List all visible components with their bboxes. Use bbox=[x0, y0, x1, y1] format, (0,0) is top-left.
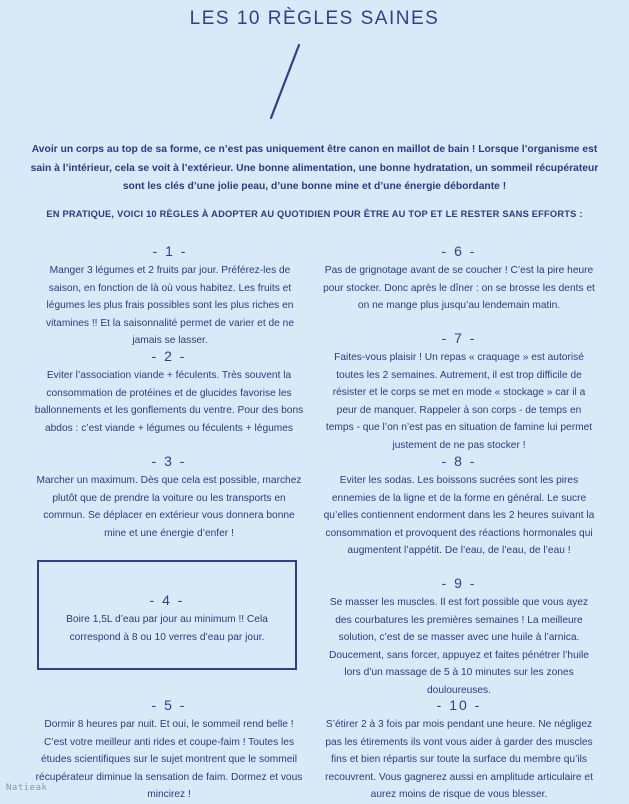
rule-text: Se masser les muscles. Il est fort possible que vous ayez des courbatures les premières semaines ! La meilleure solution, c’est de se masser avec une huile à l’arnica. Doucement, sans forcer, appuyez et faites pénétrer l’huile lors d’un massage de 5 à 10 minutes sur les zones douloureuses. bbox=[329, 597, 589, 696]
rule-8 bbox=[323, 453, 595, 560]
rule-text: S’étirer 2 à 3 fois par mois pendant une heure. Ne négligez pas les étirements ils vont vous aider à garder des muscles fins et bien répartis sur toute la surface du membre qu’ils recouvrent. Vous gagnerez aussi en amplitude articulaire et aurez moins de risque de vous blesser. bbox=[325, 719, 593, 800]
rule-text: Pas de grignotage avant de se coucher ! C’est la pire heure pour stocker. Donc après le dîner : on se brosse les dents et on ne mange plus jusqu’au lendemain matin. bbox=[323, 265, 595, 311]
rule-text: Dormir 8 heures par nuit. Et oui, le sommeil rend belle ! C’est votre meilleur anti rides et coupe-faim ! Toutes les études scientifiques sur le sujet montrent que le sommeil récupérateur diminue la sensation de faim. Dormez et vous mincirez ! bbox=[35, 719, 303, 800]
rule-10 bbox=[323, 697, 595, 804]
rule-number: - 6 - bbox=[441, 243, 477, 259]
rule-number: - 1 - bbox=[152, 243, 188, 259]
rule-number: - 2 - bbox=[151, 348, 187, 364]
rule-number: - 8 - bbox=[441, 453, 477, 469]
rule-4 bbox=[45, 592, 289, 646]
rule-text: Eviter les sodas. Les boissons sucrées sont les pires ennemies de la ligne et de la forme en général. Le sucre qu’elles contiennent endorment dans les 2 heures suivant la consommation et provoquent des réactions hormonales qui augmentent l’appétit. De l’eau, de l’eau, de l’eau ! bbox=[323, 475, 595, 556]
rule-3 bbox=[34, 453, 304, 542]
rule-2 bbox=[34, 348, 304, 437]
rule-1 bbox=[36, 243, 304, 350]
rule-text: Faites-vous plaisir ! Un repas « craquage » est autorisé toutes les 2 semaines. Autrement, il est trop difficile de résister et le corps se met en mode « stockage » car il a peur de manquer. Rappeler à son corps - de temps en temps - que l’on n’est pas en situation de famine lui permet justement de ne pas stocker ! bbox=[325, 352, 593, 451]
rule-text: Marcher un maximum. Dès que cela est possible, marchez plutôt que de prendre la voiture ou les transports en commun. Se déplacer en extérieur vous donnera bonne mine et une énergie d’enfer ! bbox=[36, 475, 302, 539]
rule-7 bbox=[323, 330, 595, 454]
section-subheading: EN PRATIQUE, VOICI 10 RÈGLES À ADOPTER AU QUOTIDIEN POUR ÊTRE AU TOP ET LE RESTER SANS EFFORTS : bbox=[46, 209, 583, 219]
rule-text: Eviter l’association viande + féculents. Très souvent la consommation de protéines et de glucides favorise les ballonnements et les gonflements du ventre. Pour des bons abdos : c’est viande + légumes ou féculents + légumes bbox=[34, 370, 304, 434]
rule-number: - 4 - bbox=[149, 592, 185, 608]
rule-text: Boire 1,5L d’eau par jour au minimum !! Cela correspond à 8 ou 10 verres d’eau par jour. bbox=[66, 614, 268, 643]
intro-paragraph: Avoir un corps au top de sa forme, ce n’est pas uniquement être canon en maillot de bain ! Lorsque l’organisme est sain à l’intérieur, cela se voit à l’extérieur. Une bonne alimentation, une bonne hydratation, un sommeil récupérateur sont les clés d’une jolie peau, d’une bonne mine et d’une énergie débordante ! bbox=[30, 144, 599, 192]
page-title: LES 10 RÈGLES SAINES bbox=[189, 8, 440, 29]
slash-divider bbox=[265, 42, 305, 122]
rule-5 bbox=[34, 697, 304, 804]
rule-6 bbox=[323, 243, 595, 315]
rule-number: - 10 - bbox=[436, 697, 482, 713]
rule-number: - 7 - bbox=[441, 330, 477, 346]
rule-9 bbox=[323, 575, 595, 699]
rule-number: - 5 - bbox=[151, 697, 187, 713]
rule-number: - 3 - bbox=[151, 453, 187, 469]
watermark: Natieak bbox=[6, 783, 48, 793]
rule-text: Manger 3 légumes et 2 fruits par jour. Préférez-les de saison, en fonction de là où vous habitez. Les fruits et légumes les plus frais possibles sont les plus riches en vitamines !! Et la saisonnalité permet de varier et de ne jamais se lasser. bbox=[45, 265, 295, 346]
rule-number: - 9 - bbox=[441, 575, 477, 591]
